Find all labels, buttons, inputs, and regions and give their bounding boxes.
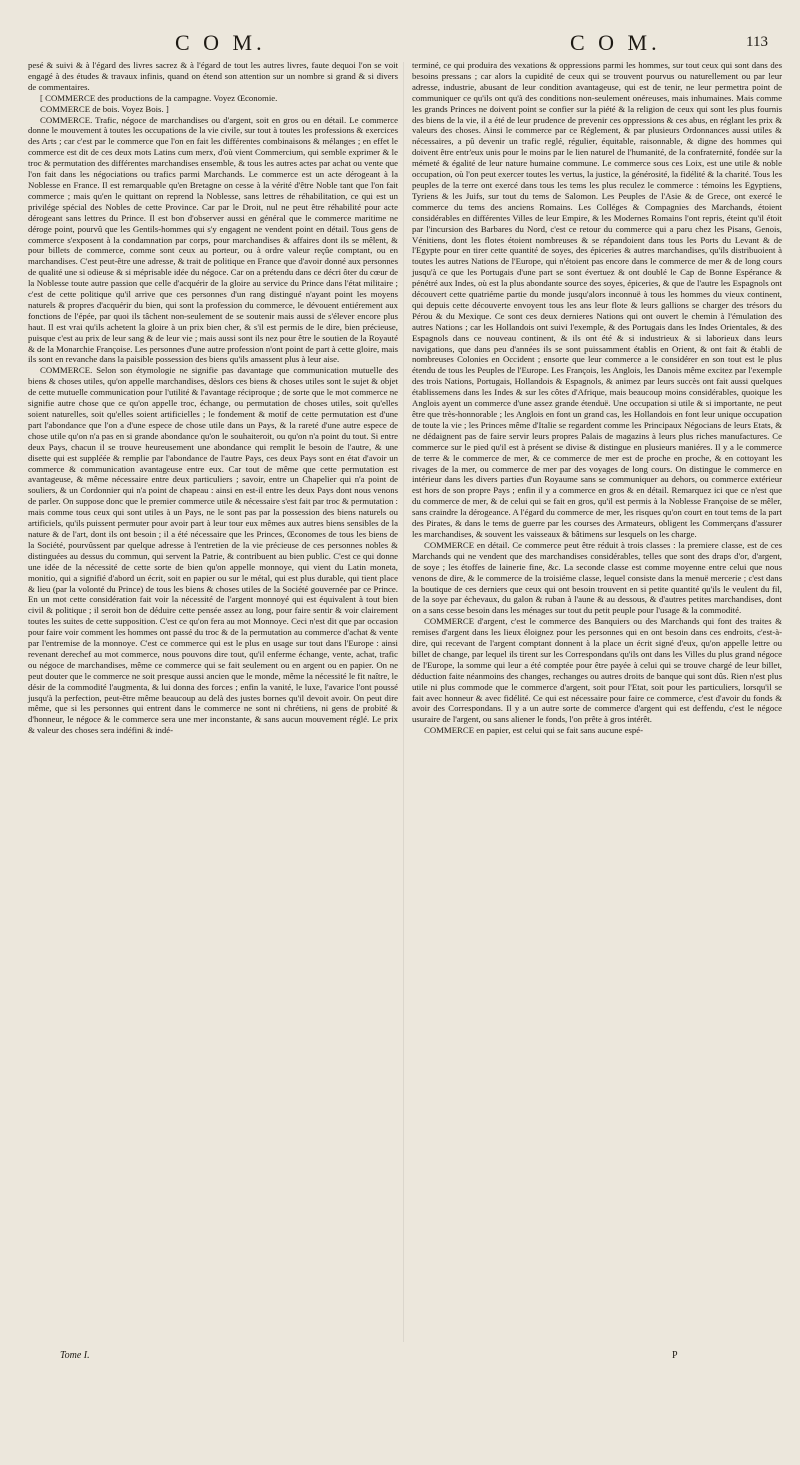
page-number: 113 — [746, 34, 768, 50]
paragraph: COMMERCE en papier, est celui qui se fait sans aucune espé- — [424, 725, 644, 736]
paragraph: COMMERCE de bois. Voyez Bois. ] — [40, 103, 169, 114]
running-header — [0, 30, 800, 54]
paragraph: pesé & suivi & à l'égard des livres sacrez & à l'égard de tout les autres livres, faute dequoi l'on se voit engagé à des études & travaux infinis, quand on étend son attention sur un nombre si grand & si divers de commentaires. — [28, 60, 398, 92]
running-title-left: C O M. — [175, 30, 266, 55]
right-column — [412, 60, 782, 736]
left-column — [28, 60, 398, 736]
volume-mark: Tome I. — [60, 1350, 90, 1361]
paragraph: COMMERCE d'argent, c'est le commerce des Banquiers ou des Marchands qui font des traites & remises d'argent dans les lieux éloignez pour les personnes qui en ont besoin dans ces endroits, c'est-à-dire, qui recevant de l'argent comptant donnent à la place un écrit signé d'eux, qu'on appelle lettre ou billet de change, par lequel ils tirent sur les Correspondans qu'ils ont dans les Villes du plus grand négoce de l'Europe, la somme qui leur a été comptée pour être payée à celui qui se trouve chargé de leur billet, déduction faite néanmoins des changes, rechanges ou autres droits de banque qui sont dûs. Rien n'est plus utile ni plus commode que le commerce d'argent, soit pour l'Etat, soit pour les particuliers, lorsqu'il se fait avec honneur & avec fidélité. Ce qui est nécessaire pour faire ce commerce, c'est d'avoir du fonds & avoir des Correspondans. Il y a un autre sorte de commerce d'argent qui est deffendu, c'est le négoce usuraire de l'argent, ou sans aliener le fonds, l'on prête à gros intérêt. — [412, 616, 782, 725]
column-gutter — [403, 62, 404, 1342]
paragraph: COMMERCE. Trafic, négoce de marchandises ou d'argent, soit en gros ou en détail. Le commerce donne le mouvement à toutes les occupations de la vie civile, sur tout à toutes les professions & exercices des Arts ; car c'est par le commerce que l'on en fait les différentes combinaisons & mélanges ; en effet le commerce est dit de ces deux mots Latins cum merx, d'où vient Commercium, qui semble exprimer & le troc & permutation des différentes marchandises ensemble, & tous les autres actes par achat ou vente que l'on fait dans les négociations ou trafics parmi Marchands. Le commerce est un acte dérogeant à la Noblesse en France. Il est remarquable qu'en Bretagne on cesse à la vérité d'être Noble tant que l'on fait commerce ; mais qu'en le quittant on reprend la Noblesse, sans lettres de réhabilitation, ce qui est un privilége spécial des Nobles de cette Province. Car par le Droit, nul ne peut être réhabilité pour acte dérogeant sans lettres du Prince. Il est bon d'observer aussi en général que le commerce maritime ne déroge point, pourvû que les Gentils-hommes qui s'y engagent ne vendent point en détail. Tous gens de commerce s'exposent à la condamnation par corps, pour marchandises & affaires dont ils se mêlent, & pour billets de commerce, comme sont ceux au porteur, ou à ordre valeur reçûe comptant, ou en marchandises. C'est peut-être une adresse, & trait de politique en France que d'avoir donné aux personnes de qualité une si odieuse & si méprisable idée du négoce. Car on a prétendu dans ce décri ôter du cœur de la Noblesse toute autre passion que celle d'acquérir de la gloire au service du Prince dans l'état militaire ; c'est de cette politique qu'il arrive que ces personnes d'un rang distingué n'ayant point les moyens naturels & propres d'acquérir du bien, qui sont la profession du commerce, le dévouent entiérement aux fonctions de l'épée, par quoi ils tâchent non-seulement de se soutenir mais aussi de s'élever encore plus haut. Il est vrai qu'ils achetent la gloire à un prix bien cher, & s'il est permis de le dire, bien précieuse, puisque c'est au prix de leur sang & de leur vie ; mais aussi sont ils nez pour être le soutien de la Royauté & de la Monarchie Françoise. Les personnes d'une autre profession n'ont point de part à cette gloire, mais ils sont en revanche dans la paisible possession des biens qu'ils amassent plus à leur aise. — [28, 114, 398, 365]
paragraph: [ COMMERCE des productions de la campagne. Voyez Œconomie. — [40, 92, 278, 103]
running-title-right: C O M. — [570, 30, 661, 55]
paragraph: COMMERCE. Selon son étymologie ne signifie pas davantage que communication mutuelle des biens & choses utiles, qu'on appelle marchandises, dèslors ces biens & choses utiles sont le sujet & objet de cette mutuelle communication pour l'utilité & l'avantage réciproque ; de sorte que le mot commerce ne signifie autre chose que ce qu'on appelle troc, échange, ou permutation de choses utiles, soit qu'elles soient naturelles, soit qu'elles soient artificielles ; le fondement & motif de cette permutation est d'une part l'abondance que l'on a d'une espece de chose utile dans un Pays, & la rareté d'une autre espece de chose utile qu'on n'a pas en si grande abondance qu'on le souhaiteroit, ou qu'on n'a point du tout. Si entre deux Pays, chacun il se trouve heureusement une abondance qui remplit le besoin de l'autre, & une disette qui est suppléée & remplie par l'abondance de l'autre Pays, ces deux Pays sont en état d'avoir un commerce & communication avantageuse entre eux. Car tout de même que cette permutation est avantageuse, & même nécessaire entre deux particuliers ; savoir, entre un Chapelier qui n'a point de souliers, & un Cordonnier qui n'a point de chapeau : ainsi en est-il entre les deux Pays dont nous venons de parler. On suppose donc que le premier commerce utile & nécessaire s'est fait par troc & permutation : mais comme tous ceux qui sont utiles à un Pays, ne le sont pas par la possession des biens naturels ou artificiels, qu'ils puissent permuter pour avoir part à leur tour eux mêmes aux autres biens sensibles de la nature & de l'art, dont ils ont besoin ; il a été nécessaire que les Princes, Œconomes de tous les biens de la Société, pourvûssent par quelque adresse à l'entretien de la vie précieuse de ces personnes nobles & distinguées au dessus du commun, qui servent la Patrie, & contribuent au bien public. C'est ce qui donne une idée de la nécessité de cette sorte de bien qu'on appelle monnoye, qui vient du Latin moneta, monitio, qui a signifié d'abord un écrit, soit en papier ou sur le métal, qui est plus durable, qui tient place & lieu (par la volonté du Prince) de tous les biens & choses utiles de la Société gouvernée par ce Prince. En un mot cette considération fait voir la nécessité de l'argent monnoyé qui est équivalent à tout bien civil & politique ; il seroit bon de déduire cette pensée assez au long, pour faire sentir & voir clairement toutes les suites de cette supposition. C'est ce qu'on fera au mot Monnoye. Ceci n'est dit que par occasion pour faire voir comment les hommes ont passé du troc & de la permutation au commerce d'achat & vente par l'entremise de la monnoye. C'est ce commerce qui est le plus en usage sur tout dans l'Europe : ainsi revenant derechef au mot commerce, nous pouvons dire tout, qu'il enferme échange, vente, achat, trafic ou négoce de marchandises, même ce commerce qui se fait seulement ou en argent ou en papier. On ne peut douter que le commerce ne soit presque aussi ancien que le monde, même la nécessité le fit naître, le désir de la commodité l'augmenta, & lui donna des forces ; enfin la vanité, le luxe, l'avarice l'ont poussé jusqu'à la perfection, peut-être même beaucoup au delà des justes bornes qu'il devoit avoir. On peut dire même, que si les personnes qui entrent dans le commerce ne sont ni chrétiens, ni gens de probité & d'honneur, le négoce & le commerce sera une mer inconstante, & sans aucun mouvement réglé. Le prix & valeur des choses sera indéfini & indé- — [28, 365, 398, 736]
signature-mark: P — [672, 1350, 678, 1361]
paragraph: COMMERCE en détail. Ce commerce peut être réduit à trois classes : la premiere classe, est de ces Marchands qui ne vendent que des marchandises considérables, telles que sont des draps d'or, d'argent, de soye ; les étoffes de lainerie fine, &c. La seconde classe est comme moyenne entre celui que nous venons de dire, & le commerce de la troisiéme classe, lequel consiste dans la menuë mercerie ; c'est dans la boutique de ces derniers que ceux qui ont besoin trouvent en si petite quantité qu'ils le veulent du fil, de la soye par échevaux, du galon & ruban à l'aune & au dessous, & d'autres petites marchandises, dont on a sans cesse besoin dans les ménages sur tout du petit peuple pour l'usage & la commodité. — [412, 539, 782, 616]
paragraph: terminé, ce qui produira des vexations & oppressions parmi les hommes, sur tout ceux qui sont dans des besoins pressans ; car alors la cupidité de ceux qui se trouvent pourvus ou naturellement ou par leur adresse, industrie, abusant de leur condition avantageuse, qui est de tenir, ne leur permettra point de communiquer ce qu'ils ont qu'à des conditions non-seulement onéreuses, mais inhumaines. Mais comme les grands Princes ne doivent point se confier sur la piété & la religion de ceux qui sont les plus fournis des biens de la vie, il a été de leur prudence de prevenir ces oppressions & ces abus, en réglant les prix & valeurs des choses. Ainsi le commerce par ce Réglement, & par plusieurs Ordonnances aussi utiles & nécessaires, a pû devenir un trafic reglé, régulier, équitable, raisonnable, & digne des hommes qui doivent être entr'eux unis pour le moins par le lien naturel de l'humanité, de la confraternité, fondée sur la mémeté & égalité de leur nature humaine commune. Le commerce sous ces Loix, est une utile & noble occupation, où l'on peut exercer toutes les vertus, la justice, la générosité, la fidélité & la charité. Tous les peuples de la terre ont exercé dans tous les tems les plus reculez le commerce : témoins les Egyptiens, Tyriens & les Juifs, sur tout du tems de Salomon. Les Peuples de l'Asie & de Grece, ont exercé le commerce du tems des anciens Romains. Les Colléges & Compagnies des Marchands, étoient considérables en différentes Villes de leur Empire, & les Modernes Romains l'ont repris, éteint qu'il étoit par l'incursion des Barbares du Nord, c'est ce retour du commerce qui a paru chez les Pisans, Genois, Vénitiens, dont les flotes étoient nombreuses & se répandoient dans tous les Ports du Levant & de l'Egypte pour en tirer cette quantité de soyes, des épiceries & autres marchandises, qu'ils distribuoient à toutes les autres Nations de l'Europe, qui n'étoient pas encore dans le commerce de mer & de long cours jusqu'à ce que les Portugais d'une part se sont évertuez & ont doublé le Cap de Bonne Espérance & pénétré aux Indes, où est la plus abondante source des soyes, épiceries, & que de l'autre les Espagnols ont découvert cette quatriéme partie du monde jusqu'alors inconnuë à tous les hommes du vieux continent, qui depuis cette découverte envoyent tous les ans leur flote & leurs gallions se charger des trésors du Pérou & du Mexique. Ce sont ces deux dernieres Nations qui ont ouvert le chemin à l'émulation des autres Nations ; car les Hollandois ont suivi l'exemple, & des Portugais dans les Indes Orientales, & des Espagnols dans ce nouveau continent, & ils ont été & si industrieux & si laborieux dans leurs navigations, que dans peu d'années ils se sont puissamment établis en Orient, & ont fait & établi de nombreuses Colonies en Occident ; ensorte que leur commerce a le considérer en son tout est le plus étendu de tous les Peuples de l'Europe. Les François, les Anglois, les Danois même excitez par l'exemple des trois Nations, Portugais, Hollandois & Espagnols, & animez par leurs succès ont fait aussi quelques établissemens dans les Indes & sur les côtes d'Afrique, mais beaucoup moins considérables, quoique les Anglois ayent un commerce d'une assez grande étenduë. Une occupation si utile & si importante, ne peut être que très-honnorable ; les Anglois en font un grand cas, les Hollandois en font leur unique occupation de toute la vie ; les Princes même d'Italie se regardent comme les Principaux Négocians de leurs Etats, & ne dédaignent pas de faire servir leurs propres Palais de magazins à leurs plus riches manufactures. Ce commerce sur le pied qu'il est à présent se divise & distingue en plusieurs maniéres. Il y a le commerce de terre & le commerce de mer, & ce commerce de mer est de proche en proche, & en cottoyant les rivages de la mer, ou commerce de mer par des voyages de long cours. On distingue le commerce en intérieur dans les divers parties d'un Royaume sans se communiquer au dehors, ou commerce extérieur est hors de son propre Pays ; enfin il y a commerce en gros & en détail. Remarquez ici que ce n'est que du commerce de mer, & de celui qui se fait en gros, qu'il est permis à la Noblesse Françoise de se mêler, sans craindre la dérogeance. A l'égard du commerce de mer, les risques qu'on court en tout tems de la part des Pirates, & dans le tems de guerre par les courses des Armateurs, obligent les Commerçans d'assurer les marchandises, & souvent les vaisseaux & bâtimens sur lesquels on les charge. — [412, 60, 782, 539]
